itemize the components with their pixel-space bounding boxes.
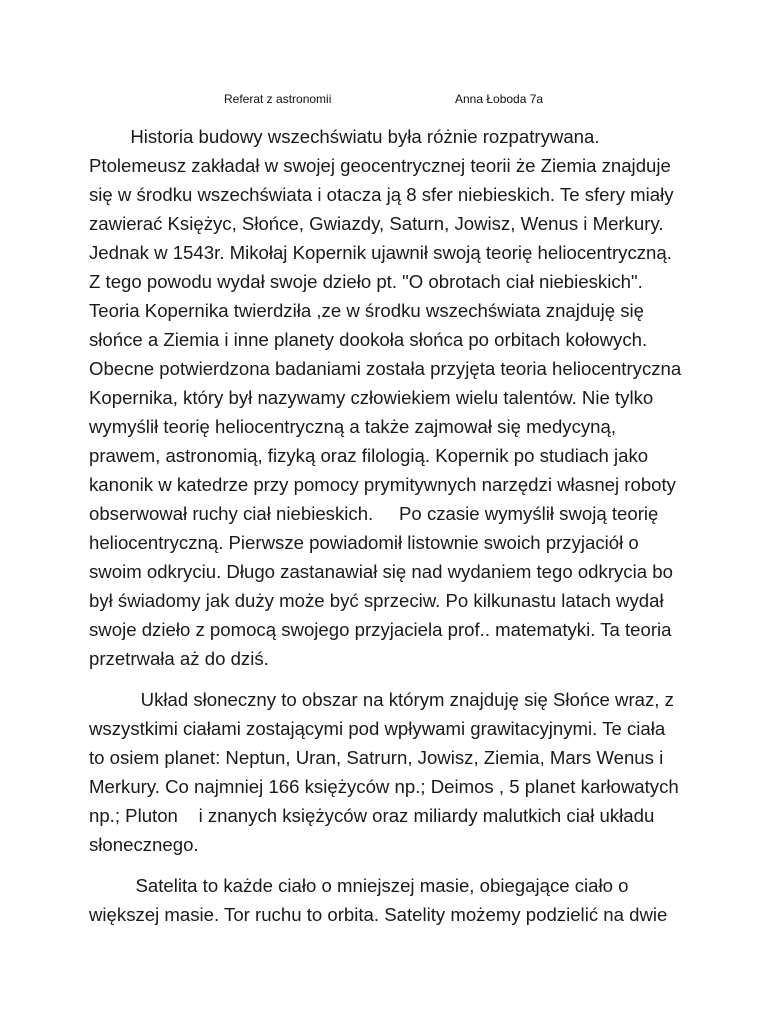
text-line: był świadomy jak duży może być sprzeciw. Po kilkunastu latach wydał	[89, 590, 664, 611]
header-author: Anna Łoboda 7a	[455, 92, 544, 106]
text-line: Z tego powodu wydał swoje dzieło pt. "O obrotach ciał niebieskich".	[89, 271, 643, 292]
text-line: Układ słoneczny to obszar na którym znajduję się Słońce wraz, z	[89, 689, 674, 710]
text-line: Historia budowy wszechświatu była różnie rozpatrywana.	[89, 126, 600, 147]
header-title: Referat z astronomii	[224, 92, 332, 106]
text-line: wymyślił teorię heliocentryczną a także zajmował się medycyną,	[89, 416, 617, 437]
text-line: kanonik w katedrze przy pomocy prymitywnych narzędzi własnej roboty	[89, 474, 676, 495]
text-line: zawierać Księżyc, Słońce, Gwiazdy, Saturn, Jowisz, Wenus i Merkury.	[89, 213, 664, 234]
text-line: Obecne potwierdzona badaniami została przyjęta teoria heliocentryczna	[89, 358, 682, 379]
text-line: to osiem planet: Neptun, Uran, Satrurn, Jowisz, Ziemia, Mars Wenus i	[89, 747, 664, 768]
text-line: Merkury. Co najmniej 166 księżyców np.; Deimos , 5 planet karłowatych	[89, 776, 679, 797]
text-line: Jednak w 1543r. Mikołaj Kopernik ujawnił swoją teorię heliocentryczną.	[89, 242, 672, 263]
text-line: prawem, astronomią, fizyką oraz filologią. Kopernik po studiach jako	[89, 445, 649, 466]
text-line: obserwował ruchy ciał niebieskich. Po czasie wymyślił swoją teorię	[89, 503, 659, 524]
paragraph-spacer	[89, 859, 689, 871]
document-body	[89, 122, 689, 929]
text-line: przetrwała aż do dziś.	[89, 648, 269, 669]
text-line: swoje dzieło z pomocą swojego przyjaciela prof.. matematyki. Ta teoria	[89, 619, 672, 640]
text-line: wszystkimi ciałami zostającymi pod wpływami grawitacyjnymi. Te ciała	[89, 718, 666, 739]
text-line: większej masie. Tor ruchu to orbita. Satelity możemy podzielić na dwie	[89, 904, 668, 925]
paragraph	[89, 122, 689, 673]
text-line: np.; Pluton i znanych księżyców oraz miliardy malutkich ciał układu	[89, 805, 655, 826]
text-line: słońce a Ziemia i inne planety dookoła słońca po orbitach kołowych.	[89, 329, 648, 350]
text-line: swoim odkryciu. Długo zastanawiał się nad wydaniem tego odkrycia bo	[89, 561, 673, 582]
text-line: Ptolemeusz zakładał w swojej geocentrycznej teorii że Ziemia znajduje	[89, 155, 671, 176]
text-line: Satelita to każde ciało o mniejszej masie, obiegające ciało o	[89, 875, 629, 896]
text-line: się w środku wszechświata i otacza ją 8 sfer niebieskich. Te sfery miały	[89, 184, 674, 205]
paragraph	[89, 685, 689, 859]
paragraph-spacer	[89, 673, 689, 685]
text-line: Kopernika, który był nazywamy człowiekiem wielu talentów. Nie tylko	[89, 387, 654, 408]
page-header	[0, 92, 768, 110]
text-line: słonecznego.	[89, 834, 199, 855]
text-line: Teoria Kopernika twierdziła ,ze w środku wszechświata znajduję się	[89, 300, 644, 321]
text-line: heliocentryczną. Pierwsze powiadomił listownie swoich przyjaciół o	[89, 532, 639, 553]
paragraph	[89, 871, 689, 929]
